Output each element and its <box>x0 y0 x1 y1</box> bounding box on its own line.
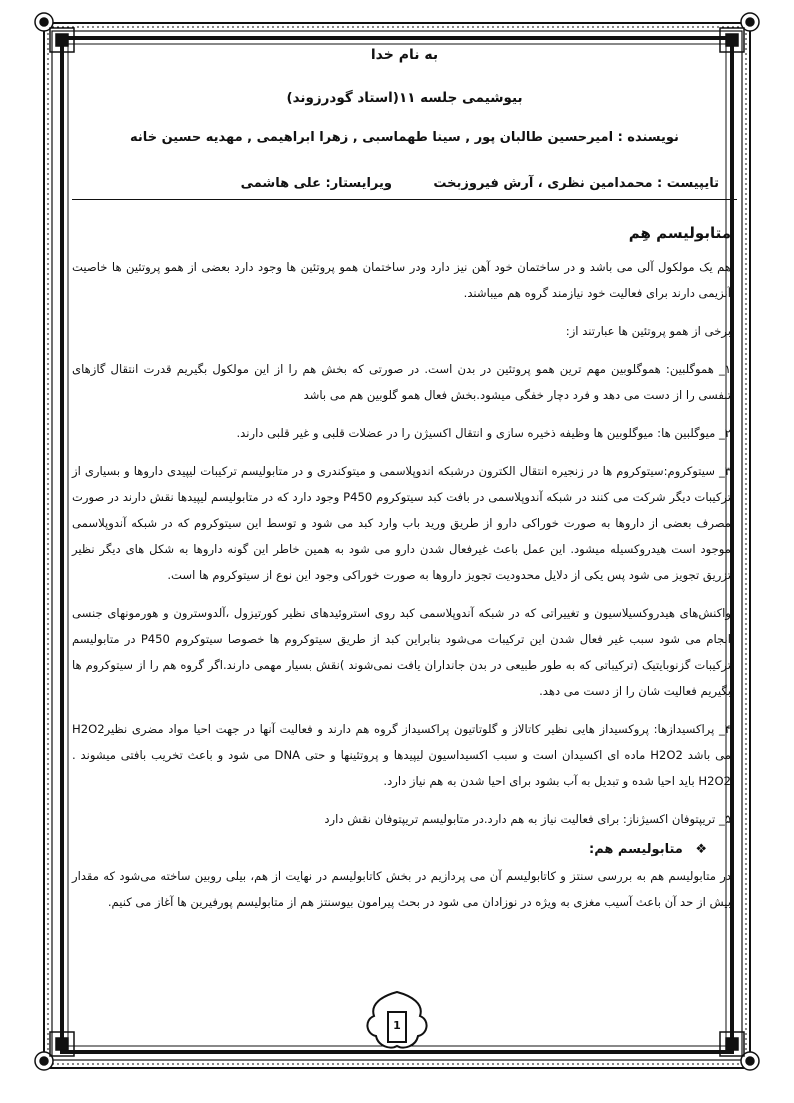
subsection-title: متابولیسم هم: <box>589 842 683 857</box>
subsection-paragraph: در متابولیسم هم به بررسی سنتز و کاتابولیسم آن می پردازیم در بخش کاتابولیسم در نهایت از هم، بیلی روبین ساخته می‌شود که مقدار بیش از حد آن باعث آسیب مغزی به ویژه در نوزادان می شود در بحث پیرامون بیوسنتز هم از متابولیسم پورفیرین ها آغاز می کنیم. <box>72 869 731 909</box>
list-item-tryptophan-oxygenase: ۵_ تریپتوفان اکسیژناز: برای فعالیت نیاز به هم دارد.در متابولیسم تریپتوفان نقش دارد <box>324 812 731 826</box>
basmala: به نام خدا <box>370 47 439 63</box>
list-item-peroxidases: ۴_ پراکسیدازها: پروکسیداز هایی نظیر کاتالاز و گلوتاتیون پراکسیداز گروه هم دارند و فعالیت آنها در جهت احیا مواد مضری نظیرH2O2 می باشد H2O2 ماده ای اکسیدان است و سبب اکسیداسیون لیپیدها و پروتئینها و حتی DNA می شود و باعث تخریب بافتی میشوند . H2O2 باید احیا شده و تبدیل به آب بشود برای احیا شدن به هم نیاز دارد. <box>72 722 731 788</box>
document-header <box>72 36 737 200</box>
list-intro: برخی از همو پروتئین ها عبارتند از: <box>565 324 731 338</box>
hydroxylation-paragraph: واکنش‌های هیدروکسیلاسیون و تغییراتی که در شبکه آندوپلاسمی کبد روی استروئیدهای نظیر کورتیزول ،آلدوسترون و هورمونهای جنسی انجام می شود سبب غیر فعال شدن این ترکیبات می‌شود بنابراین کبد از طریق سیتوکروم ها خصوصا سیتوکروم P450 در متابولیسم ترکیبات گزنوبایتیک (ترکیباتی که به طور طبیعی در بدن جانداران یافت نمی‌شوند )نقش بسیار مهمی دارند.اگر گروه هم را از سیتوکروم ها بگیریم فعالیت شان را از دست می دهد. <box>72 606 731 698</box>
document-title: بیوشیمی جلسه ۱۱(استاد گودرزوند) <box>286 90 523 106</box>
authors-line: نویسنده : امیرحسین طالبان پور , سینا طهماسبی , زهرا ابراهیمی , مهدیه حسین خانه <box>130 130 679 145</box>
typist-line: تایپیست : محمدامین نظری ، آرش فیروزبخت <box>433 176 719 191</box>
list-item-hemoglobin: ۱_ هموگلبین: هموگلوبین مهم ترین همو پروتئین در بدن است. در صورتی که بخش هم را از این مولکول بگیریم قدرت انتقال گازهای تنفسی را از دست می دهد و فرد دچار خفگی میشود.بخش فعال همو گلوبین هم می باشد <box>72 362 731 402</box>
section-title: متابولیسم هِم <box>628 224 731 242</box>
page-number: 1 <box>393 1019 401 1032</box>
page-content <box>72 36 737 915</box>
diamond-bullet-icon: ❖ <box>695 842 707 857</box>
corner-ornament-top-left <box>35 13 74 52</box>
intro-paragraph: هم یک مولکول آلی می باشد و در ساختمان خود آهن نیز دارد ودر ساختمان همو پروتئین ها وجود دارد بعضی از همو پروتئین ها خاصیت آنزیمی دارند برای فعالیت خود نیازمند گروه هم میباشند. <box>72 260 731 300</box>
list-item-cytochrome: ۳_ سیتوکروم:سیتوکروم ها در زنجیره انتقال الکترون درشبکه اندوپلاسمی و میتوکندری و در متابولیسم ترکیبات لیپیدی داروها و بسیاری از ترکیبات دیگر شرکت می کنند در شبکه آندوپلاسمی در بافت کبد سیتوکروم P450 وجود دارد که در متابولیسم لیپیدها نقش دارند در صورت مصرف بعضی از داروها به صورت خوراکی دارو از طریق ورید باب وارد کبد می شود و توسط این سیتوکروم که در شبکه آندوپلاسمی موجود است هیدروکسیله میشود. این عمل باعث غیرفعال شدن دارو می شود به همین خاطر این گونه داروها به شکل های دیگر نظیر تزریق تجویز می شود پس یکی از دلایل محدودیت تجویز داروها به صورت خوراکی وجود این نوع از سیتوکروم ها است. <box>72 464 732 582</box>
editor-line: ویرایستار: علی هاشمی <box>240 176 392 191</box>
subsection-heading <box>72 842 707 857</box>
list-item-myoglobin: ۲_ میوگلبین ها: میوگلوبین ها وظیفه ذخیره سازی و انتقال اکسیژن را در عضلات قلبی و غیر قلبی دارند. <box>236 426 731 440</box>
